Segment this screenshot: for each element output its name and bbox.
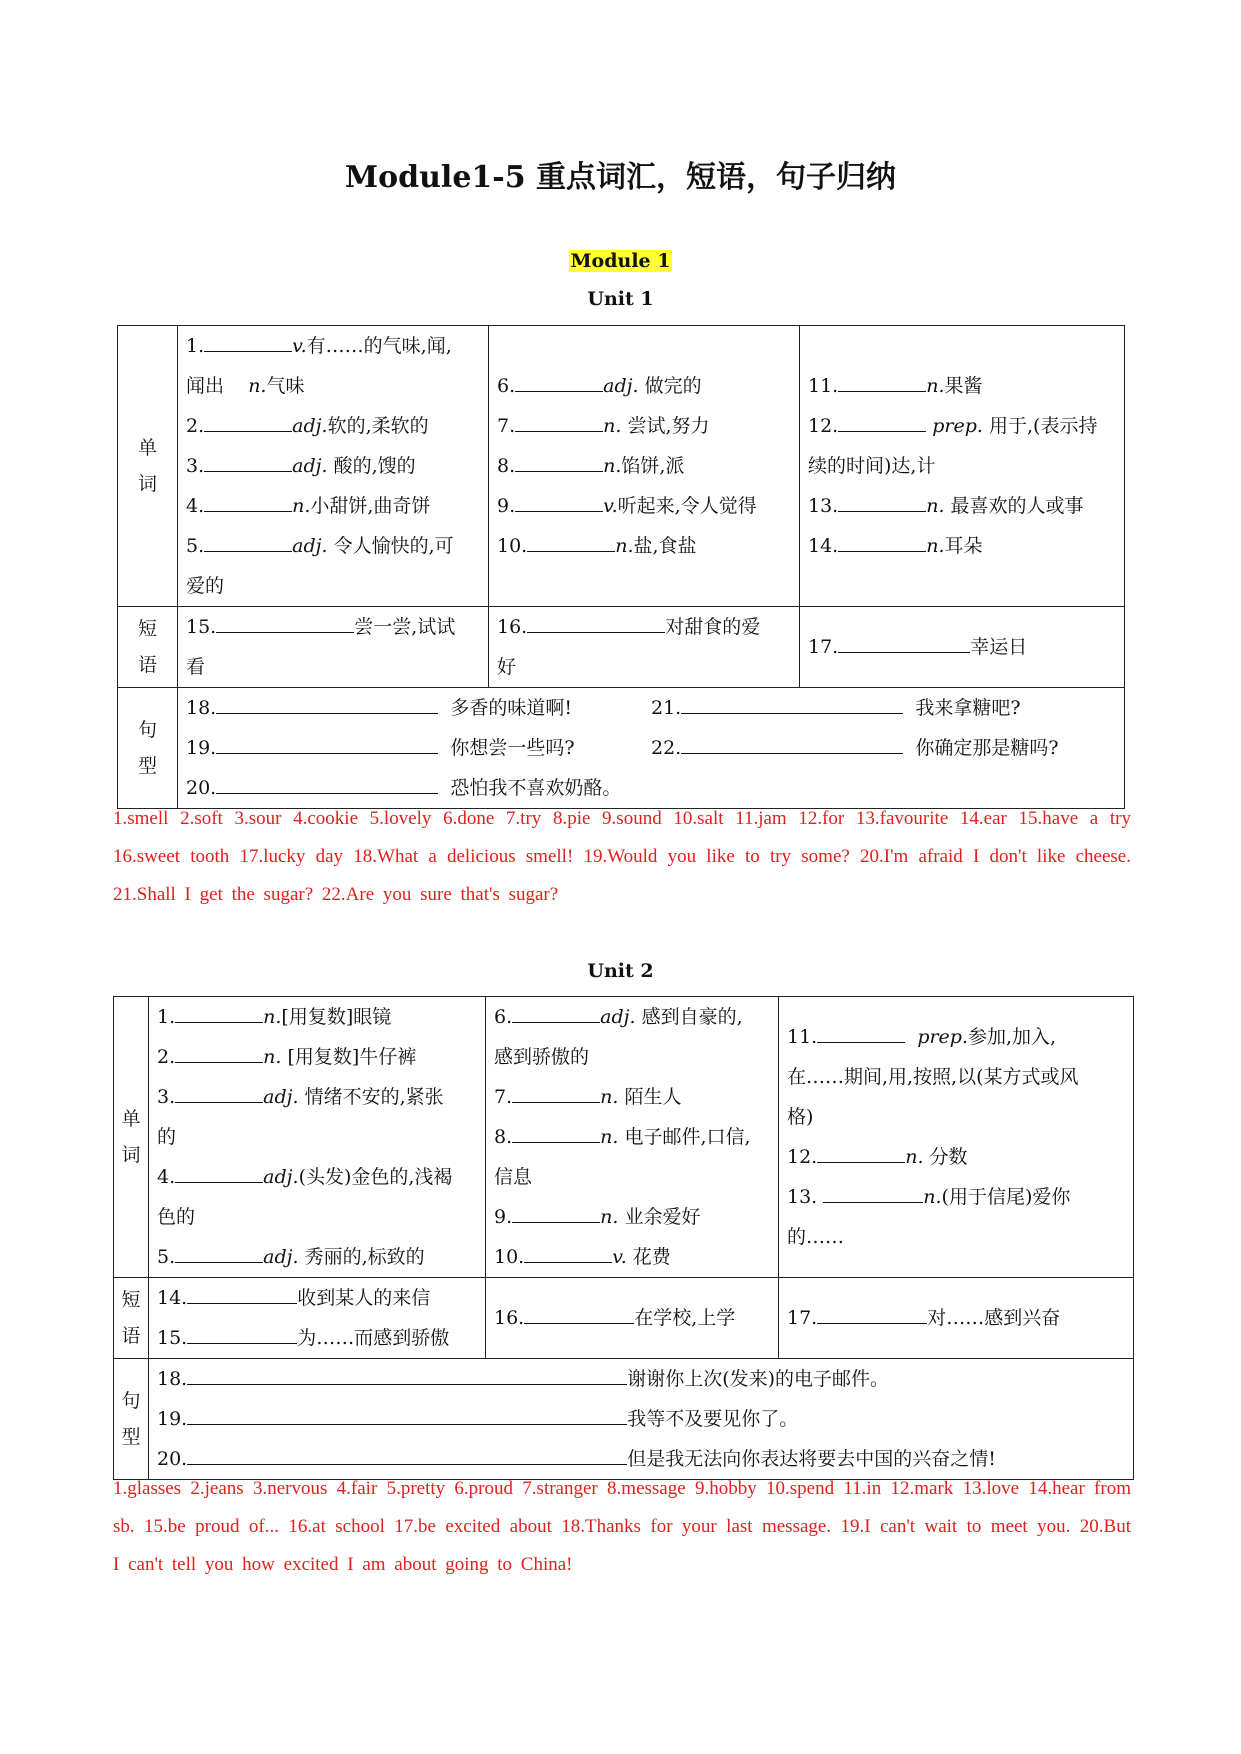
category-words: 单 词 bbox=[114, 997, 149, 1278]
list-item: 13. n.(用于信尾)爱你 bbox=[787, 1177, 1125, 1217]
list-item: 11. prep.参加,加入, bbox=[787, 1017, 1125, 1057]
blank-field[interactable] bbox=[187, 1402, 627, 1425]
blank-field[interactable] bbox=[512, 1200, 600, 1223]
list-item: 11. n.果酱 bbox=[808, 366, 1116, 406]
list-item: 的…… bbox=[787, 1226, 845, 1248]
blank-field[interactable] bbox=[204, 449, 292, 472]
unit1-words-col2 bbox=[489, 326, 800, 607]
unit1-sentences bbox=[178, 688, 1125, 809]
unit1-phrases-row bbox=[118, 607, 1125, 688]
blank-field[interactable] bbox=[216, 771, 438, 794]
category-sentences: 句 型 bbox=[114, 1359, 149, 1480]
blank-field[interactable] bbox=[515, 489, 603, 512]
blank-field[interactable] bbox=[817, 1020, 905, 1043]
blank-field[interactable] bbox=[175, 1160, 263, 1183]
list-item: 2. adj.软的,柔软的 bbox=[186, 406, 480, 446]
list-item: 4. n.小甜饼,曲奇饼 bbox=[186, 486, 480, 526]
category-sentences: 句 型 bbox=[118, 688, 178, 809]
list-item: 16. 在学校,上学 bbox=[486, 1278, 779, 1359]
list-item: 8. n. 电子邮件,口信, bbox=[494, 1117, 770, 1157]
blank-field[interactable] bbox=[512, 1120, 600, 1143]
unit2-words-col3 bbox=[779, 997, 1134, 1278]
list-item: 14. 收到某人的来信 bbox=[157, 1278, 477, 1318]
unit2-heading: Unit 2 bbox=[587, 960, 654, 982]
list-item: 感到骄傲的 bbox=[494, 1046, 590, 1068]
unit1-heading: Unit 1 bbox=[587, 288, 654, 310]
blank-field[interactable] bbox=[175, 1240, 263, 1263]
unit2-phrases-col1 bbox=[149, 1278, 486, 1359]
unit2-words-col1 bbox=[149, 997, 486, 1278]
list-item: 5. adj. 令人愉快的,可 bbox=[186, 526, 480, 566]
list-item: 7. n. 尝试,努力 bbox=[497, 406, 791, 446]
blank-field[interactable] bbox=[204, 329, 292, 352]
unit1-table bbox=[117, 325, 1125, 809]
list-item: 17. 对……感到兴奋 bbox=[779, 1278, 1134, 1359]
list-item: 6. adj. 做完的 bbox=[497, 366, 791, 406]
blank-field[interactable] bbox=[512, 1000, 600, 1023]
blank-field[interactable] bbox=[838, 630, 970, 653]
unit1-words-row bbox=[118, 326, 1125, 607]
list-item: 3. adj. 酸的,馊的 bbox=[186, 446, 480, 486]
list-item: 2. n. [用复数]牛仔裤 bbox=[157, 1037, 477, 1077]
list-item: 18. 多香的味道啊! bbox=[186, 688, 651, 728]
list-item: 6. adj. 感到自豪的, bbox=[494, 997, 770, 1037]
list-item: 15. 为……而感到骄傲 bbox=[157, 1318, 477, 1358]
list-item: 20. 但是我无法向你表达将要去中国的兴奋之情! bbox=[157, 1439, 1125, 1479]
blank-field[interactable] bbox=[216, 731, 438, 754]
unit2-table bbox=[113, 996, 1134, 1480]
blank-field[interactable] bbox=[515, 449, 603, 472]
list-item: 17. 幸运日 bbox=[800, 607, 1125, 688]
list-item: 信息 bbox=[494, 1166, 533, 1188]
category-phrases: 短 语 bbox=[118, 607, 178, 688]
blank-field[interactable] bbox=[524, 1240, 612, 1263]
list-item: 22. 你确定那是糖吗? bbox=[651, 728, 1116, 768]
list-item: 的 bbox=[157, 1126, 177, 1148]
list-item: 12. prep. 用于,(表示持 bbox=[808, 406, 1116, 446]
blank-field[interactable] bbox=[175, 1080, 263, 1103]
blank-field[interactable] bbox=[838, 369, 926, 392]
list-item: 4. adj.(头发)金色的,浅褐 bbox=[157, 1157, 477, 1197]
blank-field[interactable] bbox=[838, 529, 926, 552]
list-item: 爱的 bbox=[186, 575, 225, 597]
blank-field[interactable] bbox=[527, 610, 665, 633]
unit2-words-row bbox=[114, 997, 1134, 1278]
blank-field[interactable] bbox=[515, 369, 603, 392]
blank-field[interactable] bbox=[204, 409, 292, 432]
blank-field[interactable] bbox=[838, 409, 926, 432]
blank-field[interactable] bbox=[175, 1040, 263, 1063]
list-item: 8. n.馅饼,派 bbox=[497, 446, 791, 486]
blank-field[interactable] bbox=[187, 1321, 297, 1344]
list-item: 7. n. 陌生人 bbox=[494, 1077, 770, 1117]
list-item: 19. 你想尝一些吗? bbox=[186, 728, 651, 768]
blank-field[interactable] bbox=[515, 409, 603, 432]
unit1-words-col1 bbox=[178, 326, 489, 607]
blank-field[interactable] bbox=[524, 1301, 634, 1324]
list-item: 14. n.耳朵 bbox=[808, 526, 1116, 566]
unit1-words-col3 bbox=[800, 326, 1125, 607]
blank-field[interactable] bbox=[838, 489, 926, 512]
blank-field[interactable] bbox=[681, 731, 903, 754]
list-item: 15. 尝一尝,试试 看 bbox=[178, 607, 489, 688]
category-words: 单 词 bbox=[118, 326, 178, 607]
list-item: 格) bbox=[787, 1106, 814, 1128]
unit2-words-col2 bbox=[486, 997, 779, 1278]
blank-field[interactable] bbox=[512, 1080, 600, 1103]
list-item: 20. 恐怕我不喜欢奶酪。 bbox=[186, 768, 1116, 808]
blank-field[interactable] bbox=[187, 1442, 627, 1465]
list-item: 21. 我来拿糖吧? bbox=[651, 688, 1116, 728]
blank-field[interactable] bbox=[817, 1140, 905, 1163]
list-item: 续的时间)达,计 bbox=[808, 455, 936, 477]
list-item: 10. n.盐,食盐 bbox=[497, 526, 791, 566]
blank-field[interactable] bbox=[187, 1362, 627, 1385]
blank-field[interactable] bbox=[216, 610, 354, 633]
blank-field[interactable] bbox=[681, 691, 903, 714]
blank-field[interactable] bbox=[527, 529, 615, 552]
page-title: Module1-5 重点词汇，短语，句子归纳 bbox=[344, 160, 897, 195]
list-item: 色的 bbox=[157, 1206, 196, 1228]
list-item: 1. n.[用复数]眼镜 bbox=[157, 997, 477, 1037]
unit1-answers: 1.smell 2.soft 3.sour 4.cookie 5.lovely 6.done 7.try 8.pie 9.sound 10.salt 11.jam 12.for 13.favourite 14.ear 15.have a try 16.sweet tooth 17.lucky day 18.What a delicious smell! 19.Would you like to try some? 20.I'm afraid I don't like cheese. 21.Shall I get the sugar? 22.Are you sure that's sugar? bbox=[113, 808, 1131, 905]
list-item: 闻出 n.气味 bbox=[186, 375, 305, 397]
unit1-sentences-row bbox=[118, 688, 1125, 809]
list-item: 16. 对甜食的爱 好 bbox=[489, 607, 800, 688]
blank-field[interactable] bbox=[823, 1180, 923, 1203]
blank-field[interactable] bbox=[204, 489, 292, 512]
list-item: 12. n. 分数 bbox=[787, 1137, 1125, 1177]
blank-field[interactable] bbox=[204, 529, 292, 552]
list-item: 19. 我等不及要见你了。 bbox=[157, 1399, 1125, 1439]
list-item: 1. v.有……的气味,闻, bbox=[186, 326, 480, 366]
list-item: 5. adj. 秀丽的,标致的 bbox=[157, 1237, 477, 1277]
module-label: Module 1 bbox=[570, 250, 671, 272]
list-item: 9. v.听起来,令人觉得 bbox=[497, 486, 791, 526]
module-heading bbox=[0, 250, 1241, 272]
blank-field[interactable] bbox=[216, 691, 438, 714]
unit2-sentences-row bbox=[114, 1359, 1134, 1480]
blank-field[interactable] bbox=[175, 1000, 263, 1023]
list-item: 13. n. 最喜欢的人或事 bbox=[808, 486, 1116, 526]
blank-field[interactable] bbox=[817, 1301, 927, 1324]
unit2-sentences bbox=[149, 1359, 1134, 1480]
list-item: 10. v. 花费 bbox=[494, 1237, 770, 1277]
category-phrases: 短 语 bbox=[114, 1278, 149, 1359]
blank-field[interactable] bbox=[187, 1281, 297, 1304]
unit2-answers: 1.glasses 2.jeans 3.nervous 4.fair 5.pretty 6.proud 7.stranger 8.message 9.hobby 10.spend 11.in 12.mark 13.love 14.hear from sb. 15.be proud of... 16.at school 17.be excited about 18.Thanks for your last message. 19.I can't wait to meet you. 20.But I can't tell you how excited I am about going to China! bbox=[113, 1478, 1131, 1575]
unit2-phrases-row bbox=[114, 1278, 1134, 1359]
list-item: 18. 谢谢你上次(发来)的电子邮件。 bbox=[157, 1359, 1125, 1399]
list-item: 3. adj. 情绪不安的,紧张 bbox=[157, 1077, 477, 1117]
list-item: 在……期间,用,按照,以(某方式或风 bbox=[787, 1066, 1079, 1088]
list-item: 9. n. 业余爱好 bbox=[494, 1197, 770, 1237]
